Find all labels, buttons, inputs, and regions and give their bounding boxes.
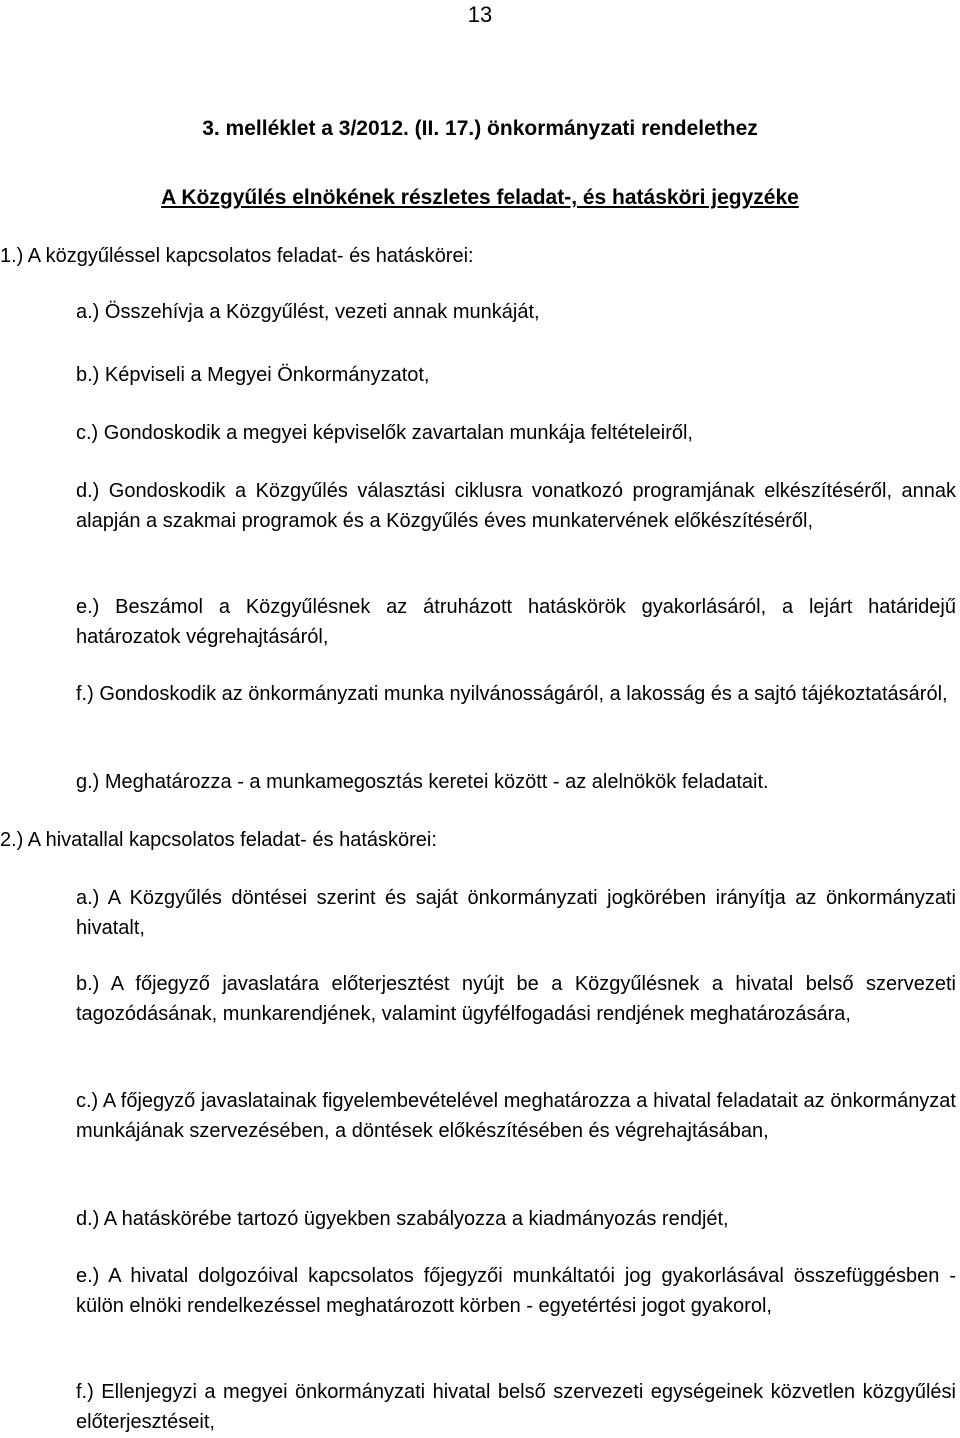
section-1-item-b: b.) Képviseli a Megyei Önkormányzatot, — [76, 364, 430, 386]
section-2-item-f: f.) Ellenjegyzi a megyei önkormányzati hivatal belső szervezeti egységeinek közvetlen közgyűlési előterjesztéseit, — [76, 1381, 956, 1433]
section-1-item-g: g.) Meghatározza - a munkamegosztás keretei között - az alelnökök feladatait. — [76, 771, 769, 793]
section-2-item-e: e.) A hivatal dolgozóival kapcsolatos főjegyzői munkáltatói jog gyakorlásával összefüggésben - külön elnöki rendelkezéssel meghatározott körben - egyetértési jogot gyakorol, — [76, 1265, 956, 1317]
section-2-item-b: b.) A főjegyző javaslatára előterjesztést nyújt be a Közgyűlésnek a hivatal belső szervezeti tagozódásának, munkarendjének, valamint ügyfélfogadási rendjének meghatározására, — [76, 973, 956, 1025]
section-1-item-a: a.) Összehívja a Közgyűlést, vezeti annak munkáját, — [76, 301, 540, 323]
section-1-item-e: e.) Beszámol a Közgyűlésnek az átruházott hatáskörök gyakorlásáról, a lejárt határidejű határozatok végrehajtásáról, — [76, 596, 956, 648]
annex-title: 3. melléklet a 3/2012. (II. 17.) önkormányzati rendelethez — [202, 117, 758, 140]
section-2-heading: 2.) A hivatallal kapcsolatos feladat- és hatáskörei: — [0, 829, 437, 851]
section-2-item-a: a.) A Közgyűlés döntései szerint és saját önkormányzati jogkörében irányítja az önkormányzati hivatalt, — [76, 887, 956, 939]
page-number: 13 — [467, 2, 493, 27]
document-title: A Közgyűlés elnökének részletes feladat-, és hatásköri jegyzéke — [161, 186, 799, 209]
section-1-heading: 1.) A közgyűléssel kapcsolatos feladat- és hatáskörei: — [0, 245, 474, 267]
section-2-item-d: d.) A hatáskörébe tartozó ügyekben szabályozza a kiadmányozás rendjét, — [76, 1208, 729, 1230]
section-2-item-c: c.) A főjegyző javaslatainak figyelembevételével meghatározza a hivatal feladatait az önkormányzat munkájának szervezésében, a döntések előkészítésében és végrehajtásában, — [76, 1090, 956, 1142]
section-1-item-d: d.) Gondoskodik a Közgyűlés választási ciklusra vonatkozó programjának elkészítéséről, annak alapján a szakmai programok és a Közgyűlés éves munkatervének előkészítéséről, — [76, 480, 956, 532]
section-1-item-c: c.) Gondoskodik a megyei képviselők zavartalan munkája feltételeiről, — [76, 422, 693, 444]
section-1-item-f: f.) Gondoskodik az önkormányzati munka nyilvánosságáról, a lakosság és a sajtó tájékoztatásáról, — [76, 683, 948, 705]
